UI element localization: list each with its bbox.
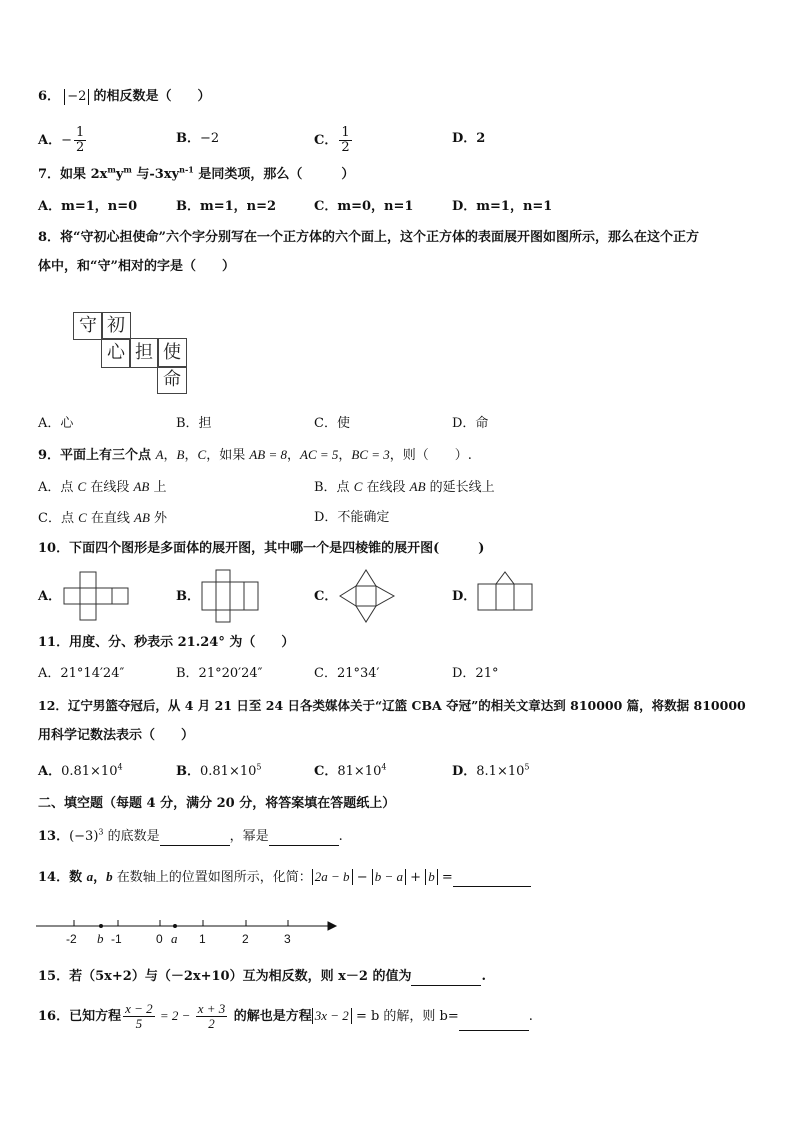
axis-label-neg1: -1 [111,932,122,946]
section-2-heading: 二、填空题（每题 4 分，满分 20 分，将答案填在答题纸上） [38,796,396,811]
q14-blank[interactable] [453,872,531,887]
number-line [36,912,336,948]
question-8-line-1: 8．将“守初心担使命”六个字分别写在一个正方体的六个面上，这个正方体的表面展开图如图所示，那么在这个正方 [38,230,700,245]
q13-blank-power[interactable] [269,831,339,846]
q7-option-d[interactable]: D．m=1，n=1 [452,199,553,214]
net-cell-5: 使 [157,338,187,368]
q10-option-a[interactable]: A． [38,589,62,604]
question-12-line-1: 12．辽宁男篮夺冠后，从 4 月 21 日至 24 日各类媒体关于“辽篮 CBA 夺冠”的相关文章达到 810000 篇，将数据 810000 [38,698,746,713]
axis-label-1: 1 [199,932,206,946]
q11-option-d[interactable]: D．21° [452,666,499,681]
axis-label-3: 3 [284,932,291,946]
q11-option-c[interactable]: C．21°34′ [314,666,380,681]
question-8-line-2: 体中，和“守”相对的字是（ ） [38,259,235,274]
q6-option-b[interactable]: B．−2 [176,131,220,146]
q8-option-a[interactable]: A．心 [38,416,74,431]
net-cell-1: 守 [73,312,103,340]
axis-label-0: 0 [156,932,163,946]
question-6 [38,88,211,106]
q10-option-c[interactable]: C． [314,589,338,604]
q11-option-a[interactable]: A．21°14′24″ [38,666,125,681]
q7-option-b[interactable]: B．m=1，n=2 [176,199,277,214]
question-15: 15．若（5x+2）与（－2x+10）互为相反数，则 x－2 的值为 . [38,969,486,984]
q8-option-c[interactable]: C．使 [314,416,350,431]
q13-blank-base[interactable] [160,831,230,846]
axis-label-2: 2 [242,932,249,946]
axis-label-b: b [97,931,104,946]
q10-option-d[interactable]: D． [452,589,477,604]
q6-c-fraction: $\frac{1}{2}$ [341,125,350,155]
net-cell-2: 初 [101,312,131,340]
q12-option-a[interactable]: A．$0.81\times 10^4$ [38,762,123,779]
net-cell-6: 命 [157,366,187,394]
q6-option-a[interactable]: A．− $\frac{1}{2}$ [38,125,85,155]
q10-net-d [476,570,536,614]
q15-blank[interactable] [411,971,481,986]
axis-label-neg2: -2 [66,932,77,946]
q12-option-d[interactable]: D．$8.1\times 10^5$ [452,762,530,779]
q9-option-d[interactable]: D．不能确定 [314,510,390,525]
q6-a-fraction: $\frac{1}{2}$ [76,125,85,155]
axis-label-a: a [171,931,178,946]
question-9: 9．平面上有三个点 A，B，C，如果 AB = 8，AC = 5，BC = 3，则（ ）. [38,447,472,463]
question-10: 10．下面四个图形是多面体的展开图，其中哪一个是四棱锥的展开图( ) [38,541,485,556]
q6-abs-value: −2 [64,89,89,105]
q11-option-b[interactable]: B．21°20′24″ [176,666,263,681]
q6-text: 的相反数是（ ） [93,89,211,104]
q10-net-b [200,568,260,628]
q7-option-c[interactable]: C．m=0，n=1 [314,199,414,214]
net-cell-3: 心 [101,338,131,368]
q12-option-b[interactable]: B．$0.81\times 10^5$ [176,762,262,779]
q6-option-c[interactable]: C． $\frac{1}{2}$ [314,125,350,155]
net-cell-4: 担 [129,338,159,368]
question-12-line-2: 用科学记数法表示（ ） [38,728,195,743]
q7-option-a[interactable]: A．m=1，n=0 [38,199,138,214]
q6-number: 6． [38,89,61,104]
question-13: 13．$(-3)^3$ 的底数是 ，幂是 . [38,827,343,844]
q16-fraction-1: $\frac{x - 2}{5}$ [125,1001,153,1031]
question-11: 11．用度、分、秒表示 21.24° 为（ ） [38,635,295,650]
q9-option-a[interactable]: A．点 C 在线段 AB 上 [38,479,167,495]
q9-option-c[interactable]: C．点 C 在直线 AB 外 [38,510,168,526]
q9-option-b[interactable]: B．点 C 在线段 AB 的延长线上 [314,479,495,495]
question-14: 14．数 a，b 在数轴上的位置如图所示，化简： 2a − b − b − a + b = [38,868,531,887]
q8-option-d[interactable]: D．命 [452,416,489,431]
q16-fraction-2: $\frac{x + 3}{2}$ [197,1001,226,1031]
q10-net-a [62,570,132,626]
q16-blank[interactable] [459,1016,529,1031]
q6-option-d[interactable]: D．2 [452,131,486,146]
question-16: 16．已知方程 $\frac{x - 2}{5}$ = 2 − $\frac{x + 3}{2}$ 的解也是方程 3x − 2 = b 的解，则 b= . [38,1001,533,1031]
q8-option-b[interactable]: B．担 [176,416,212,431]
q12-option-c[interactable]: C．$81\times 10^4$ [314,762,387,779]
question-7: 7．如果 $2x^my^m$ 与$-3xy^{n-1}$ 是同类项，那么（ ） [38,164,355,182]
q10-net-c [338,568,398,626]
q10-option-b[interactable]: B． [176,589,200,604]
